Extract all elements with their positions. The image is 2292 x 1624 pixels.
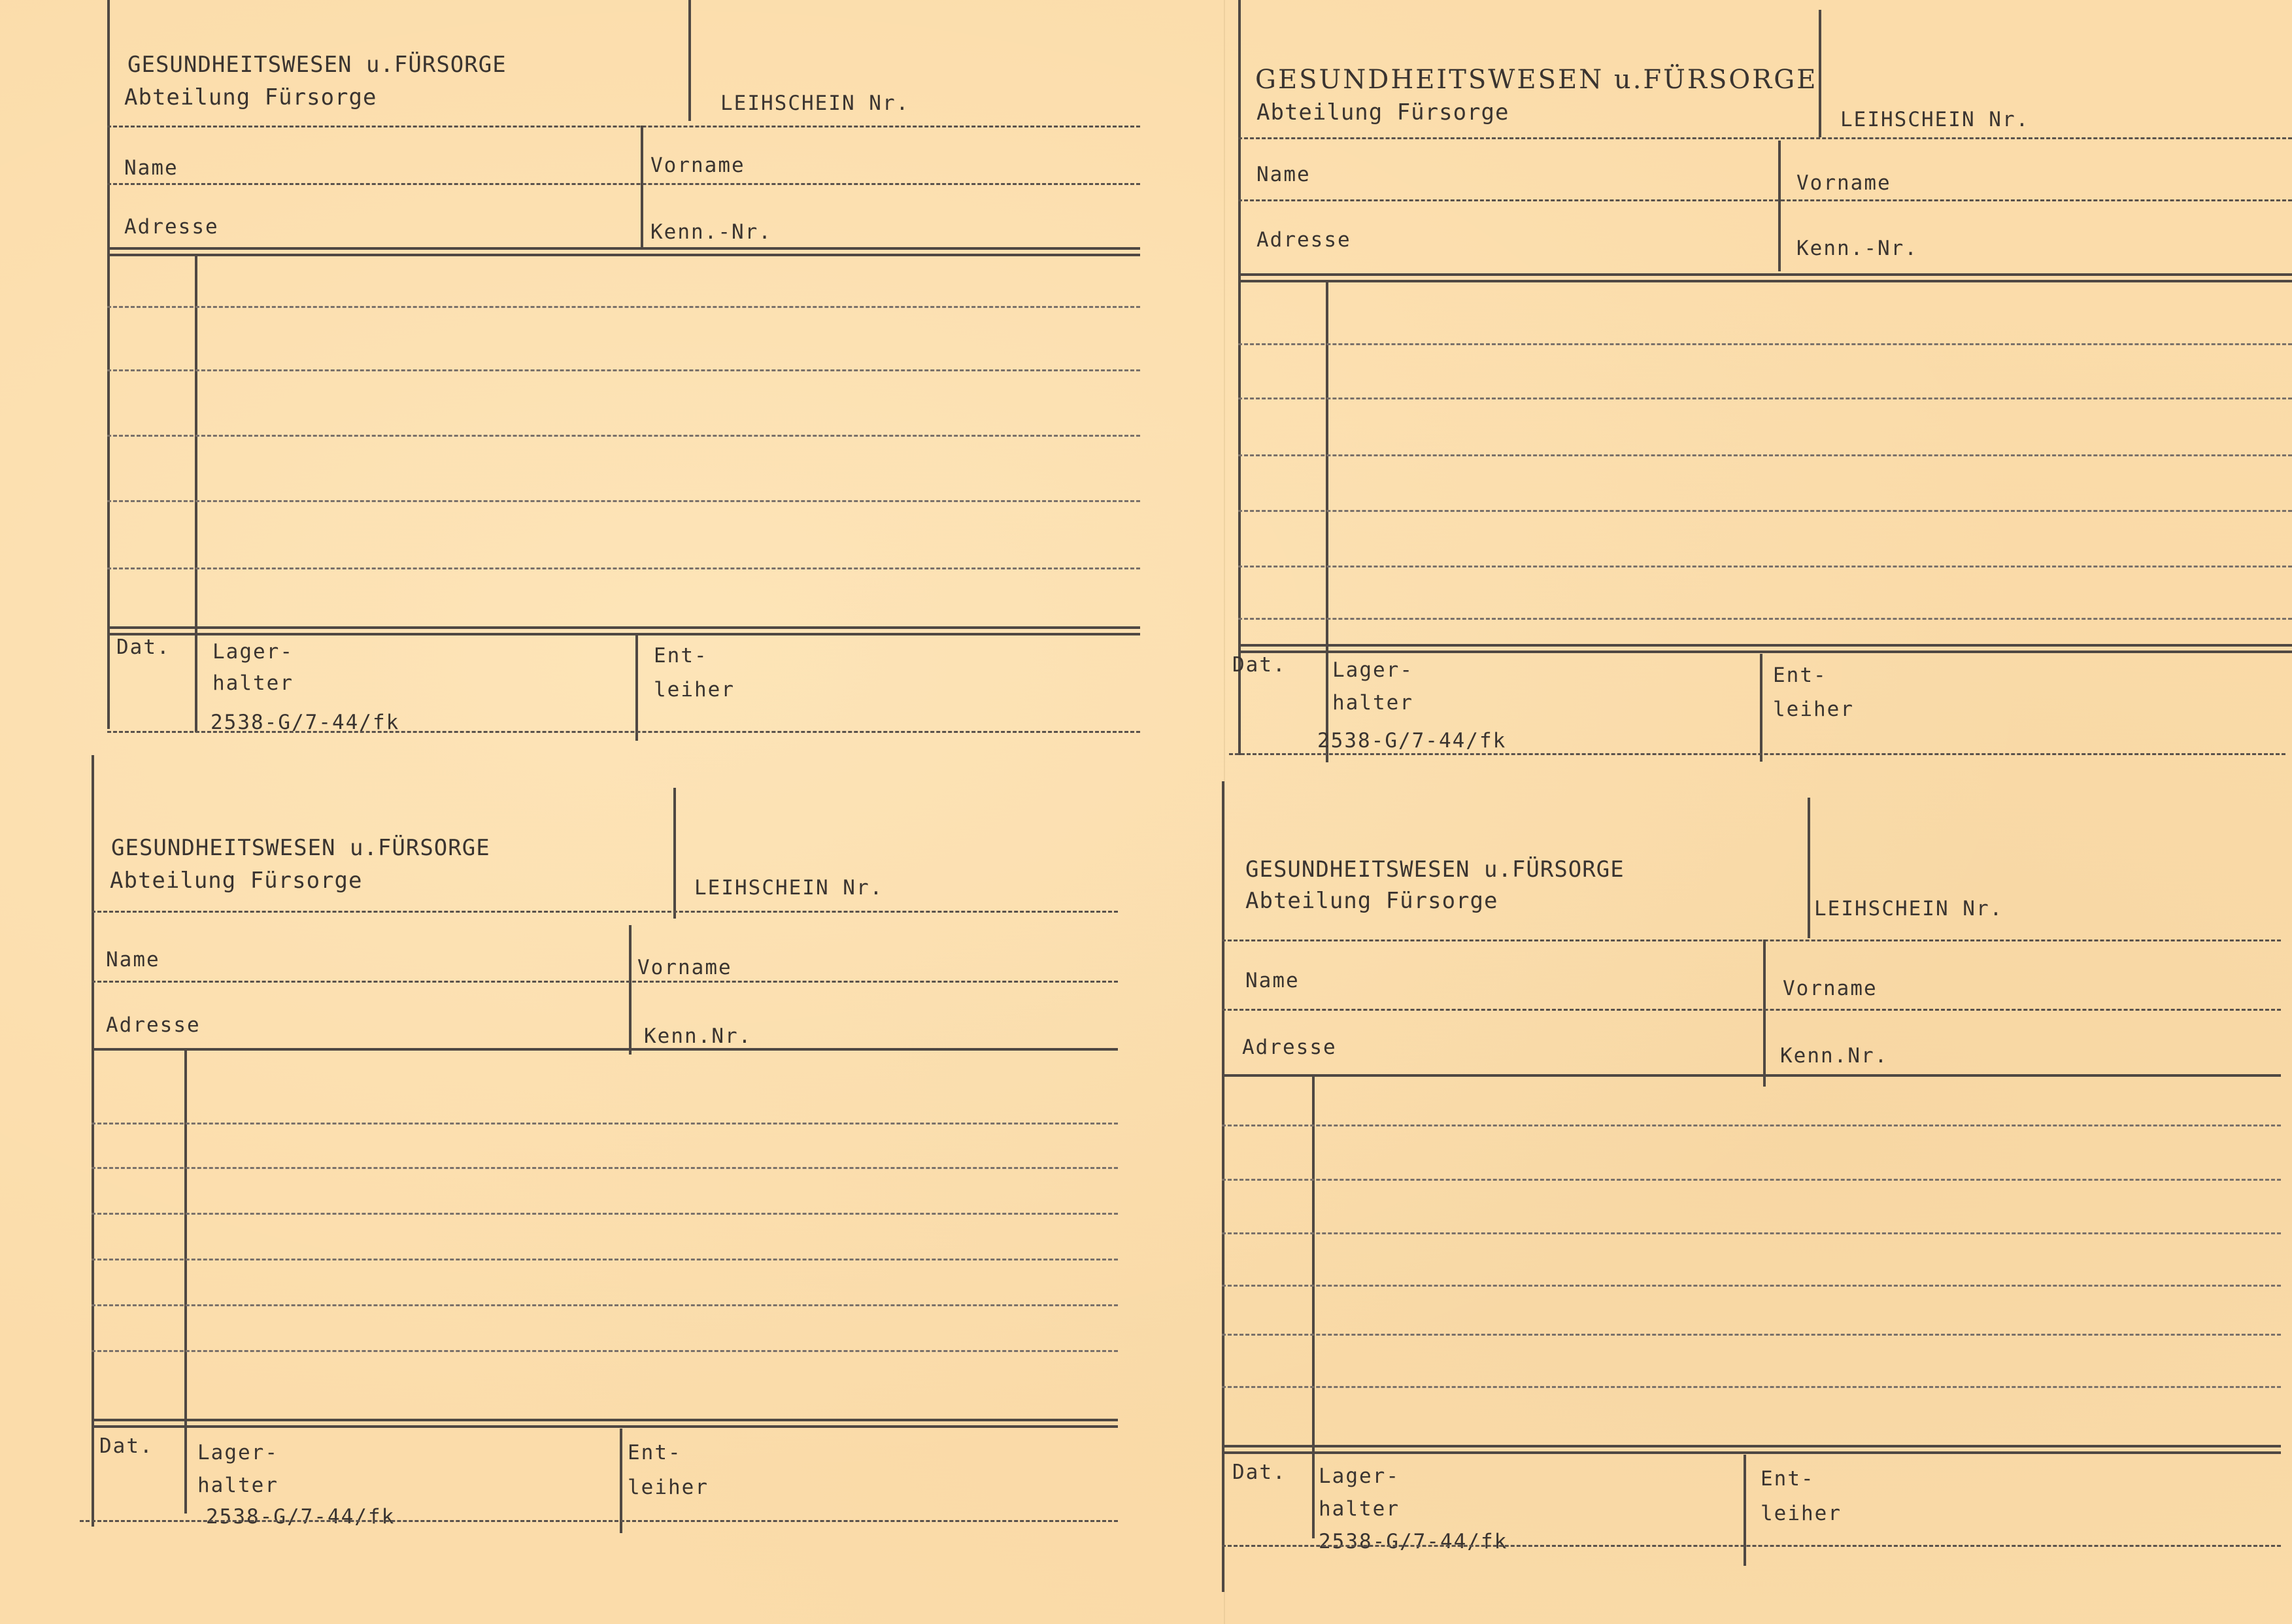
name-label: Name	[124, 156, 178, 180]
adresse-label: Adresse	[1242, 1036, 1337, 1059]
vorname-label: Vorname	[637, 956, 732, 979]
rule	[1222, 1125, 2281, 1126]
header-divider	[1819, 10, 1821, 137]
rule	[1222, 1285, 2281, 1287]
adresse-label: Adresse	[1256, 228, 1351, 252]
left-border	[1222, 781, 1224, 1592]
lagerhalter-label-1: Lager-	[1332, 658, 1413, 682]
org-department: Abteilung Fürsorge	[110, 868, 363, 894]
entleiher-label-1: Ent-	[628, 1441, 682, 1464]
rule	[92, 1167, 1118, 1169]
name-label: Name	[1256, 163, 1311, 186]
rule	[92, 911, 1118, 913]
entleiher-label-2: leiher	[628, 1476, 709, 1499]
rule	[107, 567, 1140, 569]
rule	[1238, 273, 2292, 276]
leihschein-form-top-left	[98, 0, 1131, 734]
leihschein-form-bottom-right	[1219, 801, 2252, 1553]
adresse-label: Adresse	[124, 215, 219, 239]
rule	[1222, 1334, 2281, 1336]
vorname-label: Vorname	[1796, 171, 1891, 195]
leihschein-label: LEIHSCHEIN Nr.	[720, 92, 910, 115]
rule	[107, 254, 1140, 256]
header-divider	[688, 0, 691, 121]
date-column-divider	[184, 1049, 187, 1514]
left-border	[107, 0, 110, 729]
rule	[107, 126, 1140, 127]
form-code: 2538-G/7-44/fk	[206, 1505, 396, 1529]
date-column-divider	[1312, 1074, 1315, 1538]
rule	[1238, 566, 2292, 567]
rule	[1238, 199, 2292, 201]
rule	[1238, 343, 2292, 345]
org-department: Abteilung Fürsorge	[124, 84, 377, 110]
rule	[92, 1304, 1118, 1306]
rule	[1238, 510, 2292, 512]
org-name: GESUNDHEITSWESEN u.FÜRSORGE	[1255, 65, 1818, 95]
lagerhalter-label-1: Lager-	[212, 640, 294, 664]
rule	[92, 1213, 1118, 1215]
rule	[92, 1350, 1118, 1352]
rule	[1222, 1451, 2281, 1454]
rule	[107, 247, 1140, 250]
rule	[1222, 1386, 2281, 1388]
entleiher-label-1: Ent-	[1761, 1467, 1815, 1491]
name-label: Name	[106, 948, 160, 972]
rule	[1238, 651, 2292, 653]
leihschein-form-bottom-left	[85, 781, 1118, 1529]
date-column-divider	[1326, 280, 1328, 762]
org-name: GESUNDHEITSWESEN u.FÜRSORGE	[127, 52, 507, 78]
rule	[92, 981, 1118, 983]
rule	[1222, 1009, 2281, 1011]
form-code: 2538-G/7-44/fk	[1319, 1530, 1508, 1553]
rule	[1222, 939, 2281, 941]
field-divider	[1763, 939, 1766, 1087]
entleiher-label-2: leiher	[1773, 698, 1854, 721]
field-divider	[1778, 141, 1781, 271]
rule	[107, 500, 1140, 502]
rule	[107, 731, 1140, 733]
lagerhalter-label-1: Lager-	[197, 1441, 278, 1464]
leihschein-label: LEIHSCHEIN Nr.	[694, 876, 884, 900]
kenn-nr-label: Kenn.-Nr.	[1796, 237, 1918, 260]
rule	[92, 1425, 1118, 1428]
header-divider	[673, 788, 676, 919]
date-column-divider	[195, 254, 197, 732]
vorname-label: Vorname	[650, 154, 745, 177]
field-divider	[1744, 1455, 1746, 1566]
rule	[107, 435, 1140, 437]
rule	[1229, 753, 2285, 755]
adresse-label: Adresse	[106, 1013, 201, 1037]
rule	[1222, 1445, 2281, 1447]
field-divider	[1760, 654, 1762, 762]
form-code: 2538-G/7-44/fk	[211, 711, 400, 734]
lagerhalter-label-2: halter	[197, 1474, 278, 1497]
rule	[92, 1048, 1118, 1051]
org-name: GESUNDHEITSWESEN u.FÜRSORGE	[111, 835, 490, 861]
field-divider	[620, 1429, 622, 1533]
entleiher-label-1: Ent-	[654, 644, 708, 668]
dat-label: Dat.	[1232, 1461, 1287, 1484]
rule	[107, 633, 1140, 635]
dat-label: Dat.	[116, 635, 171, 659]
rule	[1238, 644, 2292, 647]
lagerhalter-label-2: halter	[1332, 691, 1413, 715]
kenn-nr-label: Kenn.-Nr.	[650, 220, 772, 244]
left-border	[92, 755, 94, 1527]
field-divider	[641, 126, 643, 247]
rule	[107, 369, 1140, 371]
form-code: 2538-G/7-44/fk	[1317, 729, 1507, 753]
kenn-nr-label: Kenn.Nr.	[644, 1024, 752, 1048]
kenn-nr-label: Kenn.Nr.	[1780, 1044, 1889, 1068]
rule	[1238, 454, 2292, 456]
field-divider	[629, 925, 632, 1055]
rule	[1222, 1545, 2281, 1547]
org-department: Abteilung Fürsorge	[1245, 888, 1498, 914]
rule	[92, 1123, 1118, 1125]
vorname-label: Vorname	[1783, 977, 1878, 1000]
lagerhalter-label-1: Lager-	[1319, 1464, 1400, 1488]
org-department: Abteilung Fürsorge	[1256, 99, 1509, 126]
entleiher-label-1: Ent-	[1773, 664, 1827, 687]
dat-label: Dat.	[99, 1434, 154, 1458]
left-border	[1238, 0, 1241, 755]
rule	[107, 626, 1140, 629]
leihschein-form-top-right	[1232, 0, 2268, 753]
leihschein-label: LEIHSCHEIN Nr.	[1840, 108, 2030, 131]
rule	[92, 1259, 1118, 1260]
field-divider	[635, 633, 638, 741]
rule	[1222, 1232, 2281, 1234]
leihschein-label: LEIHSCHEIN Nr.	[1814, 897, 2004, 921]
rule	[1238, 280, 2292, 282]
rule	[80, 1520, 1118, 1522]
rule	[1238, 398, 2292, 399]
entleiher-label-2: leiher	[1761, 1502, 1842, 1525]
rule	[107, 306, 1140, 308]
rule	[1238, 137, 2292, 139]
lagerhalter-label-2: halter	[1319, 1497, 1400, 1521]
name-label: Name	[1245, 969, 1300, 992]
dat-label: Dat.	[1232, 653, 1287, 677]
rule	[1222, 1179, 2281, 1181]
rule	[92, 1419, 1118, 1421]
rule	[1238, 618, 2292, 620]
rule	[1222, 1074, 2281, 1077]
org-name: GESUNDHEITSWESEN u.FÜRSORGE	[1245, 856, 1625, 883]
rule	[107, 183, 1140, 185]
header-divider	[1808, 798, 1810, 938]
lagerhalter-label-2: halter	[212, 671, 294, 695]
entleiher-label-2: leiher	[654, 678, 735, 702]
